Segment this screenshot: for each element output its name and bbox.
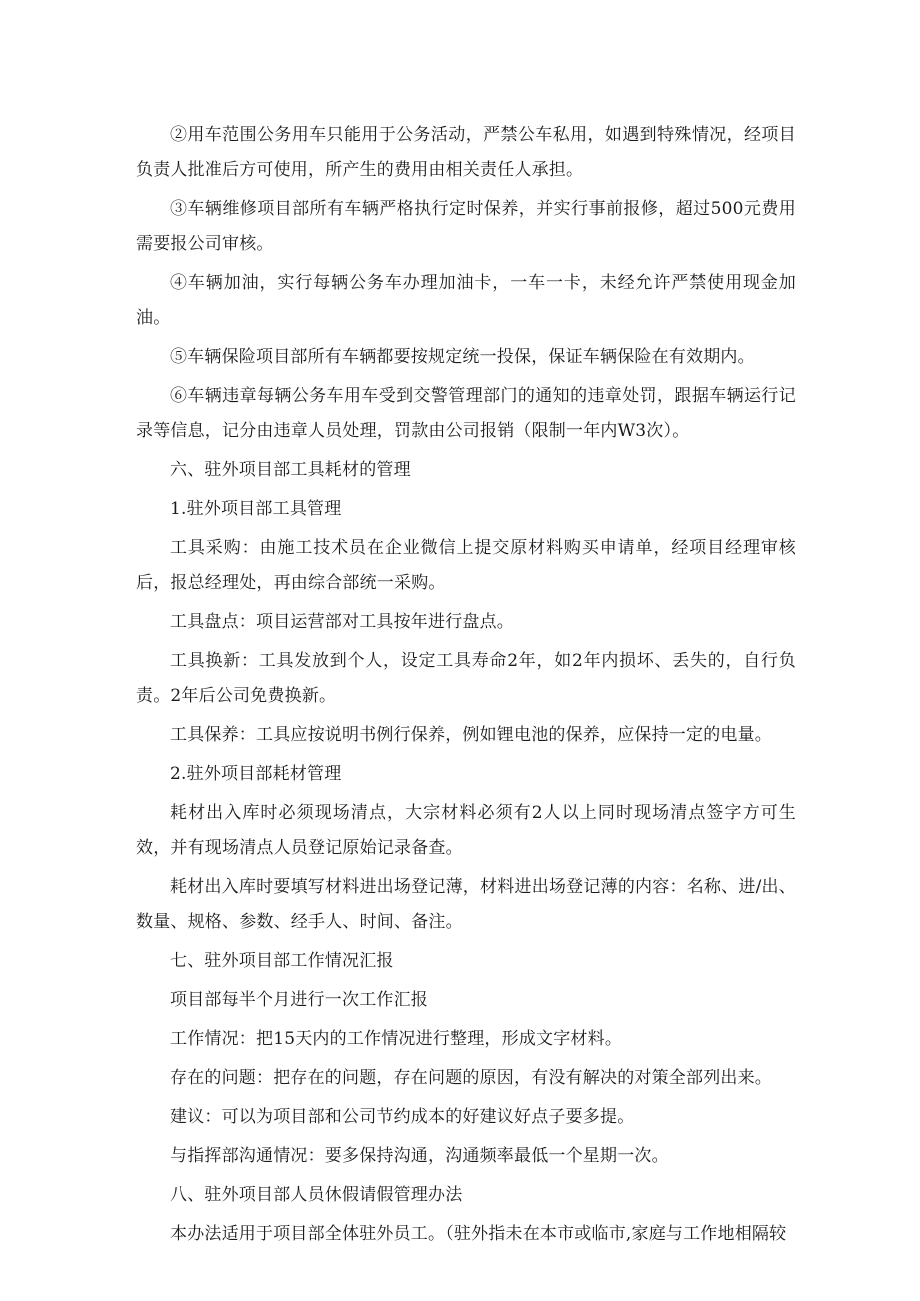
- section-heading-tools-consumables: 六、驻外项目部工具耗材的管理: [170, 460, 411, 480]
- paragraph-consumables-count: 耗材出入库时必须现场清点，大宗材料必须有2人以上同时现场清点签字方可生效，并有现场清点人员登记原始记录备查。: [136, 803, 796, 858]
- paragraph-consumables-register: 耗材出入库时要填写材料进出场登记薄，材料进出场登记薄的内容：名称、进/出、数量、规格、参数、经手人、时间、备注。: [136, 877, 796, 932]
- paragraph-tool-replacement: 工具换新：工具发放到个人，设定工具寿命2年，如2年内损坏、丢失的，自行负责。2年后公司免费换新。: [136, 651, 796, 706]
- paragraph-vehicle-use-scope: ②用车范围公务用车只能用于公务活动，严禁公车私用，如遇到特殊情况，经项目负责人批准后方可使用，所产生的费用由相关责任人承担。: [136, 125, 796, 180]
- paragraph-suggestions: 建议：可以为项目部和公司节约成本的好建议好点子要多提。: [170, 1107, 635, 1127]
- section-heading-leave-management: 八、驻外项目部人员休假请假管理办法: [170, 1185, 463, 1205]
- subsection-heading-consumables-management: 2.驻外项目部耗材管理: [170, 764, 342, 784]
- paragraph-vehicle-insurance: ⑤车辆保险项目部所有车辆都要按规定统一投保，保证车辆保险在有效期内。: [170, 347, 755, 367]
- paragraph-leave-scope: 本办法适用于项目部全体驻外员工。（驻外指未在本市或临市,家庭与工作地相隔较: [170, 1224, 787, 1244]
- paragraph-tool-maintenance: 工具保养：工具应按说明书例行保养，例如锂电池的保养，应保持一定的电量。: [170, 725, 772, 745]
- paragraph-report-frequency: 项目部每半个月进行一次工作汇报: [170, 990, 428, 1010]
- paragraph-vehicle-violations: ⑥车辆违章每辆公务车用车受到交警管理部门的通知的违章处罚，跟据车辆运行记录等信息，记分由违章人员处理，罚款由公司报销（限制一年内W3次）。: [136, 386, 796, 441]
- paragraph-tool-purchase: 工具采购：由施工技术员在企业微信上提交原材料购买申请单，经项目经理审核后，报总经理处，再由综合部统一采购。: [136, 538, 796, 593]
- paragraph-vehicle-maintenance: ③车辆维修项目部所有车辆严格执行定时保养，并实行事前报修，超过500元费用需要报公司审核。: [136, 199, 796, 254]
- paragraph-work-status: 工作情况：把15天内的工作情况进行整理，形成文字材料。: [170, 1029, 623, 1049]
- paragraph-existing-problems: 存在的问题：把存在的问题，存在问题的原因，有没有解决的对策全部列出来。: [170, 1068, 772, 1088]
- paragraph-tool-inventory: 工具盘点：项目运营部对工具按年进行盘点。: [170, 612, 514, 632]
- paragraph-headquarters-communication: 与指挥部沟通情况：要多保持沟通，沟通频率最低一个星期一次。: [170, 1146, 669, 1166]
- section-heading-work-report: 七、驻外项目部工作情况汇报: [170, 951, 394, 971]
- subsection-heading-tool-management: 1.驻外项目部工具管理: [170, 499, 342, 519]
- document-body: [136, 118, 796, 1256]
- paragraph-vehicle-fuel: ④车辆加油，实行每辆公务车办理加油卡，一车一卡，未经允许严禁使用现金加油。: [136, 273, 796, 328]
